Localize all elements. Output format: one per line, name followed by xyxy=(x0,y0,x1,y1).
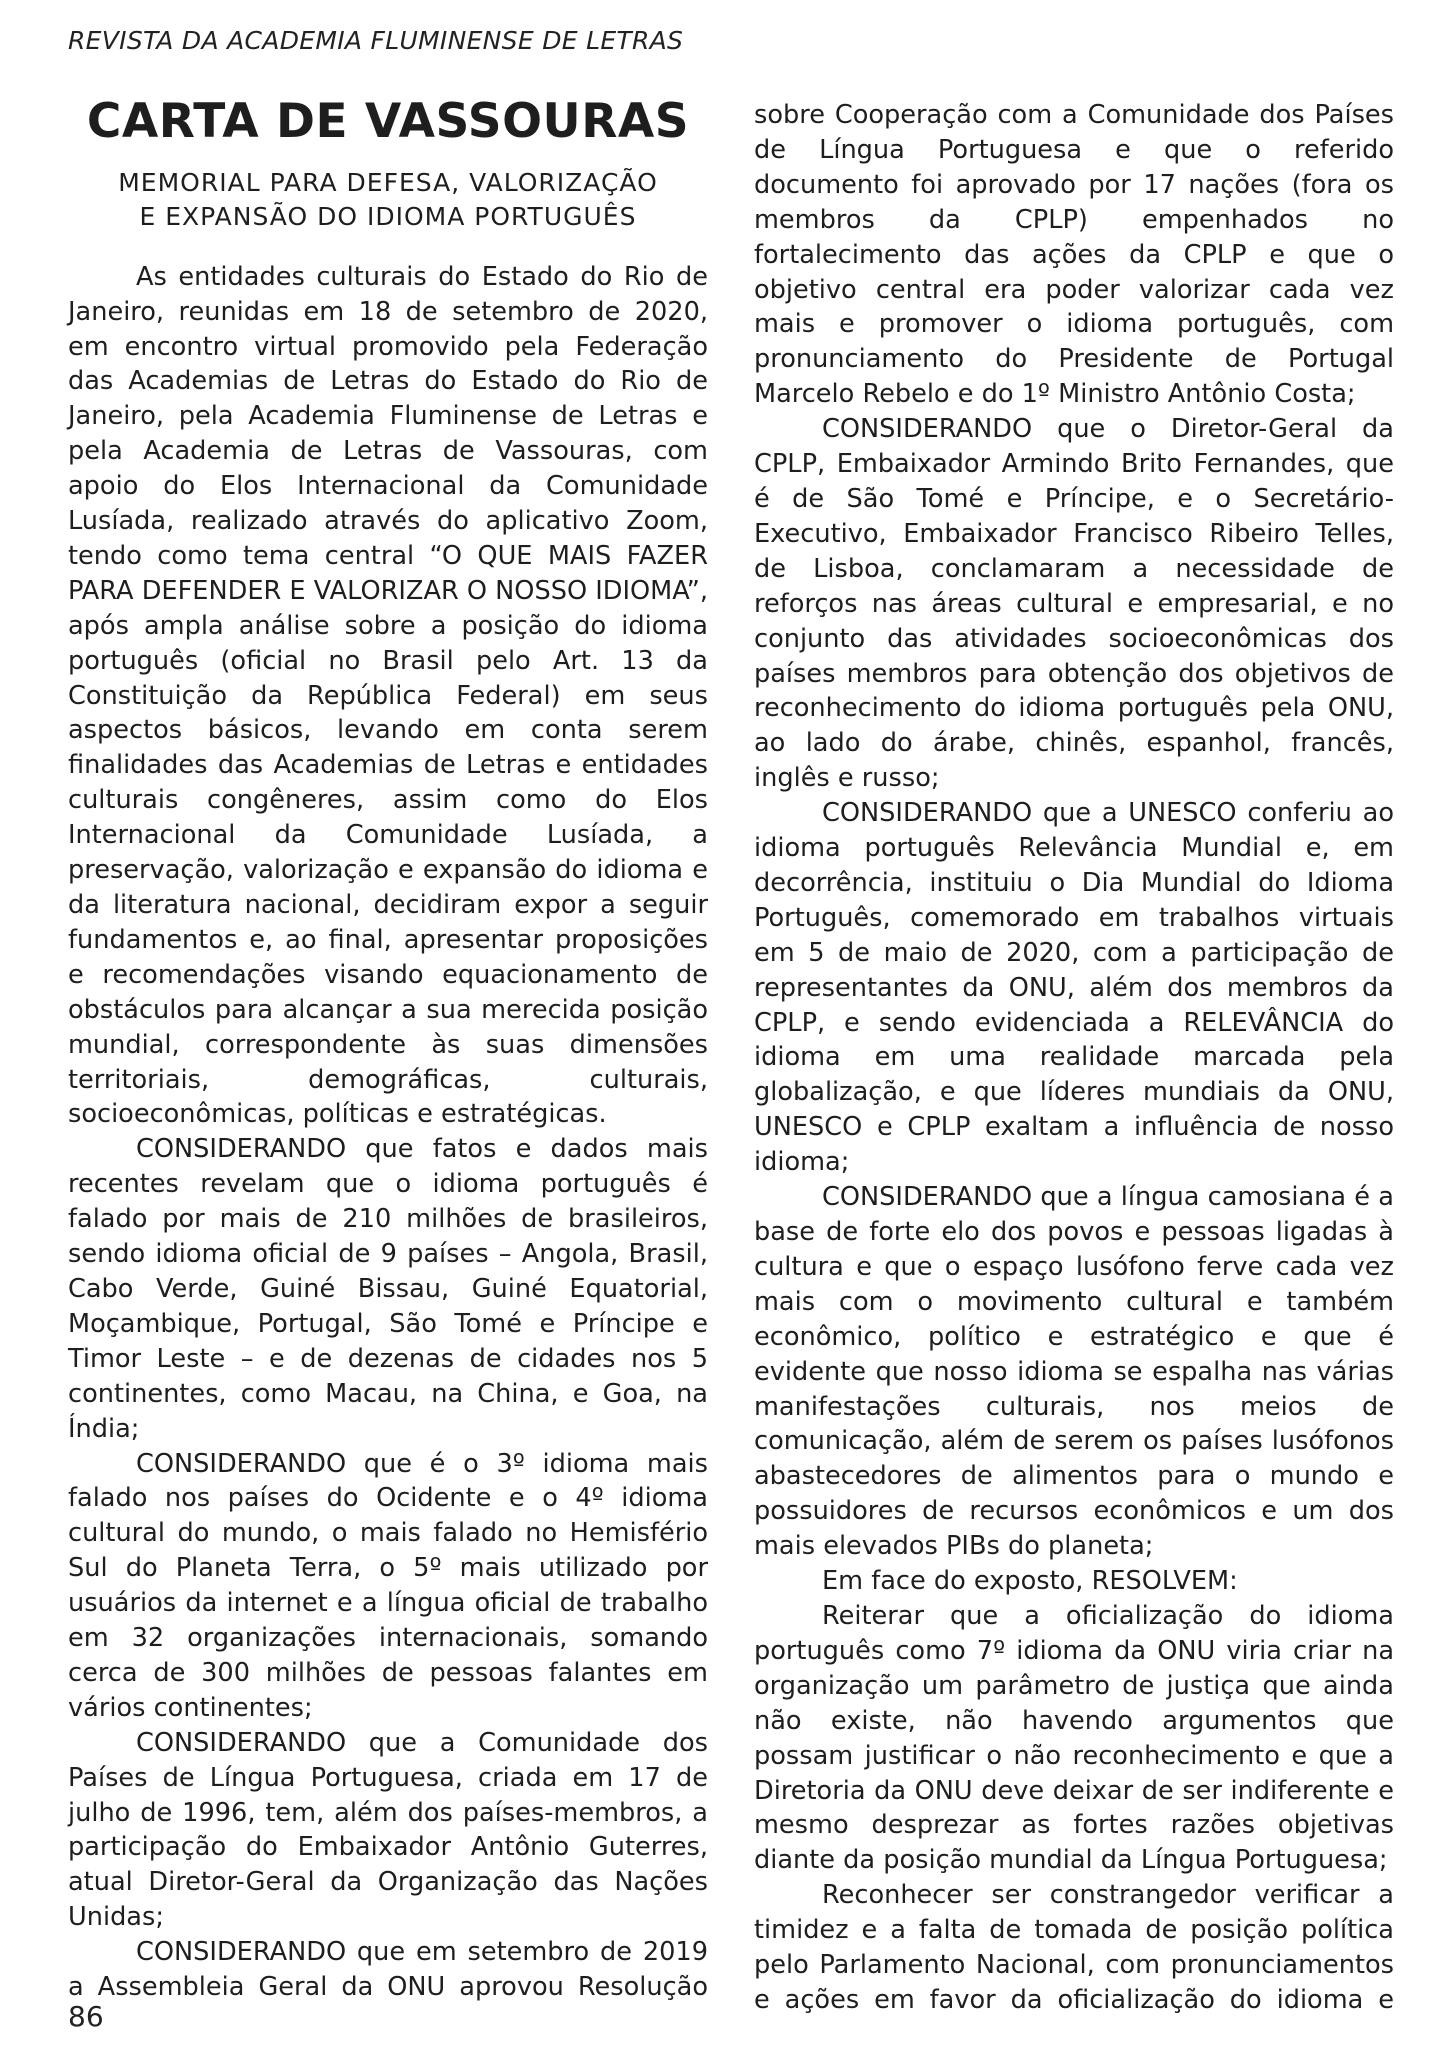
paragraph-considerando: CONSIDERANDO que é o 3º idioma mais falado nos países do Ocidente e o 4º idioma cultural do mundo, o mais falado no Hemisfério Sul do Planeta Terra, o 5º mais utilizado por usuários da internet e a língua oficial de trabalho em 32 organizações internacionais, somando cerca de 300 milhões de pessoas falantes em vários continentes; xyxy=(68,1448,708,1723)
paragraph-considerando: CONSIDERANDO que fatos e dados mais recentes revelam que o idioma português é falado por mais de 210 milhões de brasileiros, sendo idioma oficial de 9 países – Angola, Brasil, Cabo Verde, Guiné Bissau, Guiné Equatorial, Moçambique, Portugal, São Tomé e Príncipe e Timor Leste – e de dezenas de cidades nos 5 continentes, como Macau, na China, e Goa, na Índia; xyxy=(68,1134,708,1444)
paragraph-considerando: CONSIDERANDO que em setembro de 2019 a Assembleia Geral da ONU aprovou Resolução xyxy=(68,1937,708,2003)
paragraph-considerando: CONSIDERANDO que o Diretor-Geral da CPLP, Embaixador Armindo Brito Fernandes, que é de São Tomé e Príncipe, e o Secretário-Executivo, Embaixador Francisco Ribeiro Telles, de Lisboa, conclamaram a necessidade de reforços nas áreas cultural e empresarial, e no conjunto das atividades socioeconômicas dos países membros para obtenção dos objetivos de reconhecimento do idioma português pela ONU, ao lado do árabe, chinês, espanhol, francês, inglês e russo; xyxy=(754,414,1394,794)
running-header: REVISTA DA ACADEMIA FLUMINENSE DE LETRAS xyxy=(68,26,684,55)
subtitle-line: MEMORIAL PARA DEFESA, VALORIZAÇÃO xyxy=(118,167,658,197)
paragraph-considerando: CONSIDERANDO que a Comunidade dos Países de Língua Portuguesa, criada em 17 de julho de 1996, tem, além dos países-membros, a participação do Embaixador Antônio Guterres, atual Diretor-Geral da Organização das Nações Unidas; xyxy=(68,1727,708,1933)
right-column xyxy=(754,98,1394,2018)
paragraph-considerando: CONSIDERANDO que a UNESCO conferiu ao idioma português Relevância Mundial e, em decorrência, instituiu o Dia Mundial do Idioma Português, comemorado em trabalhos virtuais em 5 de maio de 2020, com a participação de representantes da ONU, além dos membros da CPLP, e sendo evidenciada a RELEVÂNCIA do idioma em uma realidade marcada pela globalização, e que líderes mundiais da ONU, UNESCO e CPLP exaltam a influência de nosso idioma; xyxy=(754,798,1394,1178)
page-number: 86 xyxy=(68,2000,104,2033)
subtitle-line: E EXPANSÃO DO IDIOMA PORTUGUÊS xyxy=(139,201,637,231)
paragraph-resolution: Reiterar que a oficialização do idioma português como 7º idioma da ONU viria criar na organização um parâmetro de justiça que ainda não existe, não havendo argumentos que possam justificar o não reconhecimento e que a Diretoria da ONU deve deixar de ser indiferente e mesmo desprezar as fortes razões objetivas diante da posição mundial da Língua Portuguesa; xyxy=(754,1600,1394,1876)
paragraph-continuation: sobre Cooperação com a Comunidade dos Países de Língua Portuguesa e que o referido documento foi aprovado por 17 nações (fora os membros da CPLP) empenhados no fortalecimento das ações da CPLP e que o objetivo central era poder valorizar cada vez mais e promover o idioma português, com pronunciamento do Presidente de Portugal Marcelo Rebelo e do 1º Ministro Antônio Costa; xyxy=(754,100,1394,410)
paragraph-considerando: CONSIDERANDO que a língua camosiana é a base de forte elo dos povos e pessoas ligadas à cultura e que o espaço lusófono ferve cada vez mais com o movimento cultural e também econômico, político e estratégico e que é evidente que nosso idioma se espalha nas várias manifestações culturais, nos meios de comunicação, além de serem os países lusófonos abastecedores de alimentos para o mundo e possuidores de recursos econômicos e um dos mais elevados PIBs do planeta; xyxy=(754,1182,1394,1562)
paragraph-resolution: Reconhecer ser constrangedor verificar a timidez e a falta de tomada de posição política pelo Parlamento Nacional, com pronunciamentos e ações em favor da oficialização do idioma e xyxy=(754,1880,1394,2015)
paragraph-intro: As entidades culturais do Estado do Rio de Janeiro, reunidas em 18 de setembro de 2020, em encontro virtual promovido pela Federação das Academias de Letras do Estado do Rio de Janeiro, pela Academia Fluminense de Letras e pela Academia de Letras de Vassouras, com apoio do Elos Internacional da Comunidade Lusíada, realizado através do aplicativo Zoom, tendo como tema central “O QUE MAIS FAZER PARA DEFENDER E VALORIZAR O NOSSO IDIOMA”, após ampla análise sobre a posição do idioma português (oficial no Brasil pelo Art. 13 da Constituição da República Federal) em seus aspectos básicos, levando em conta serem finalidades das Academias de Letras e entidades culturais congêneres, assim como do Elos Internacional da Comunidade Lusíada, a preservação, valorização e expansão do idioma e da literatura nacional, decidiram expor a seguir fundamentos e, ao final, apresentar proposições e recomendações visando equacionamento de obstáculos para alcançar a sua merecida posição mundial, correspondente às suas dimensões territoriais, demográficas, culturais, socioeconômicas, políticas e estratégicas. xyxy=(68,261,708,1130)
article-subtitle xyxy=(68,166,708,234)
paragraph-resolvem: Em face do exposto, RESOLVEM: xyxy=(822,1566,1238,1597)
left-column xyxy=(68,96,708,2005)
article-title: CARTA DE VASSOURAS xyxy=(86,94,690,149)
